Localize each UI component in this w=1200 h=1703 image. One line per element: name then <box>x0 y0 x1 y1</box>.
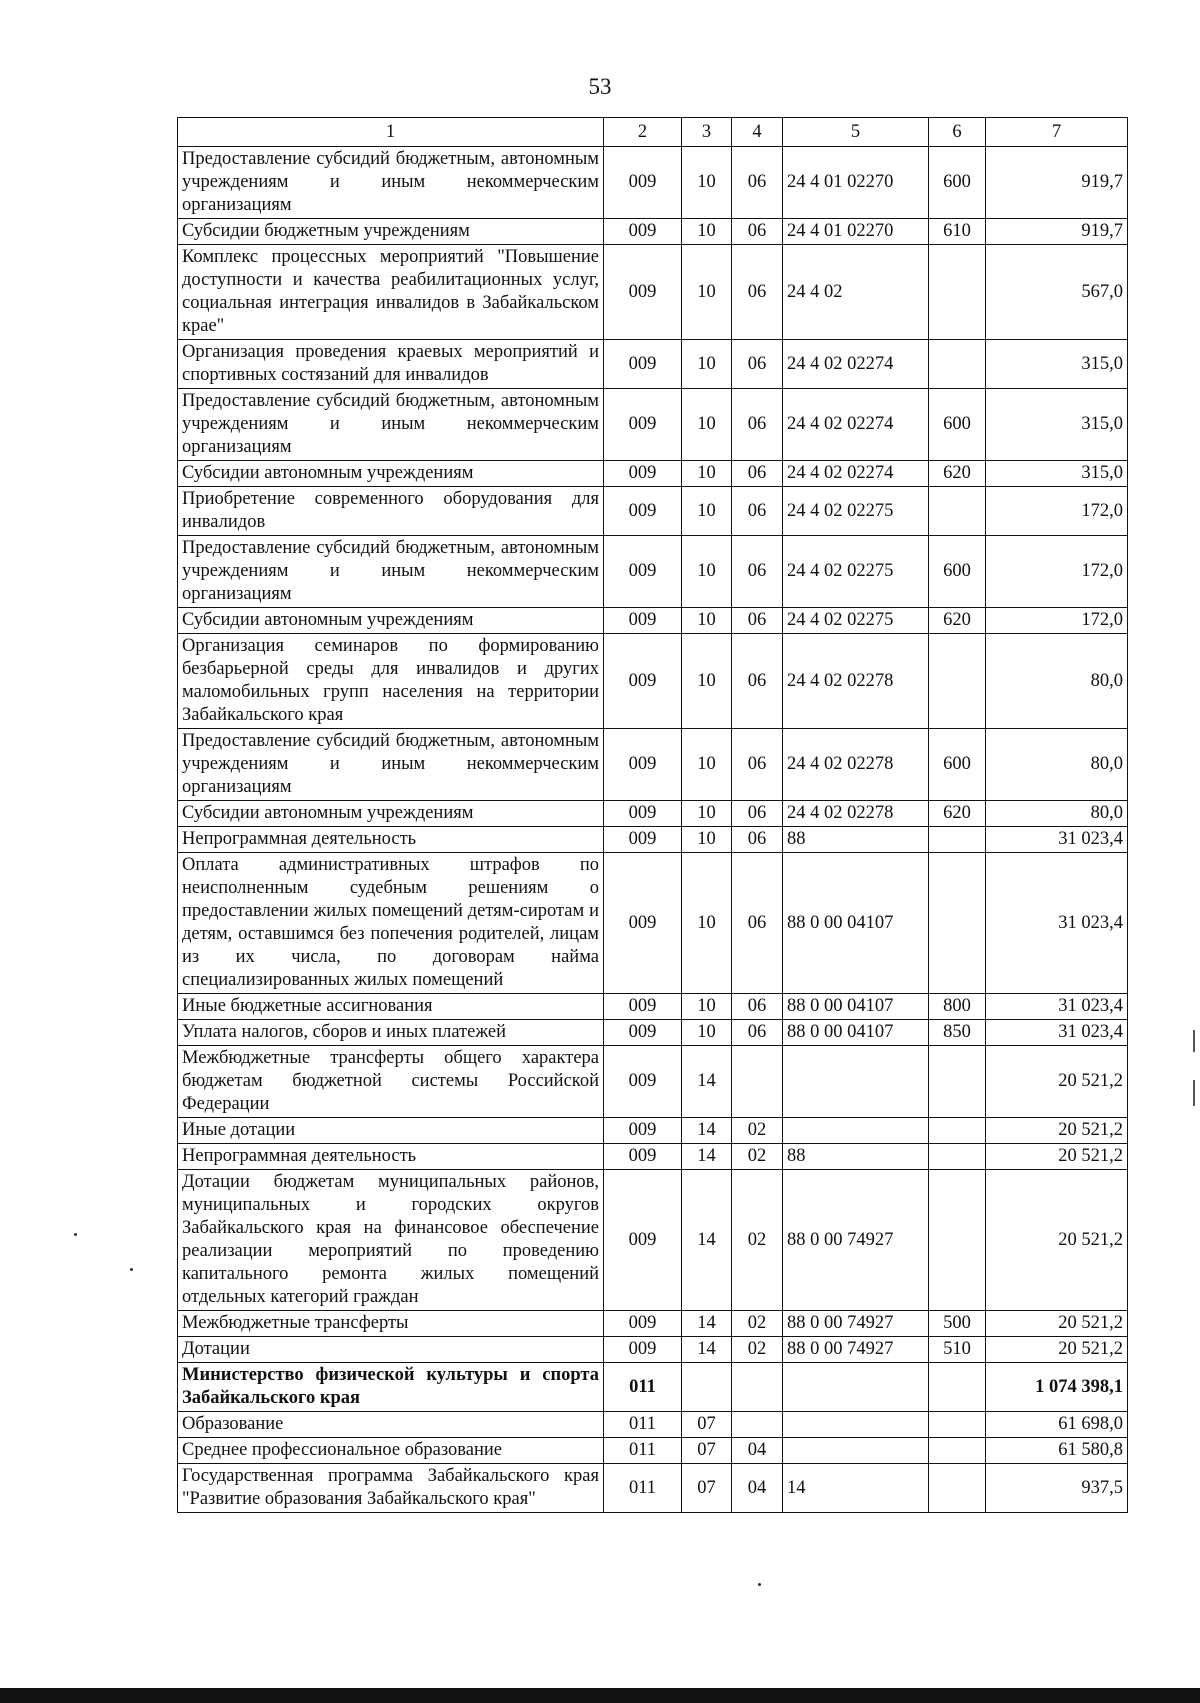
row-section-code: 14 <box>682 1311 732 1337</box>
row-name: Среднее профессиональное образование <box>178 1438 604 1464</box>
scan-bottom-edge <box>0 1688 1200 1703</box>
row-target-code: 24 4 02 02274 <box>783 389 929 461</box>
table-row <box>178 827 1128 853</box>
row-amount: 172,0 <box>986 608 1128 634</box>
row-expense-type <box>929 1118 986 1144</box>
row-name: Организация семинаров по формированию безбарьерной среды для инвалидов и других маломобильных групп населения на территории Забайкальского края <box>178 634 604 729</box>
row-name: Предоставление субсидий бюджетным, автономным учреждениям и иным некоммерческим организациям <box>178 147 604 219</box>
table-row <box>178 1311 1128 1337</box>
row-target-code <box>783 1412 929 1438</box>
row-section-code: 07 <box>682 1464 732 1513</box>
row-subsection-code: 06 <box>732 461 783 487</box>
row-ministry-code: 009 <box>604 1311 682 1337</box>
row-subsection-code: 06 <box>732 608 783 634</box>
row-ministry-code: 009 <box>604 219 682 245</box>
row-target-code: 88 0 00 74927 <box>783 1337 929 1363</box>
row-section-code: 07 <box>682 1412 732 1438</box>
scan-speck <box>130 1268 133 1271</box>
row-expense-type <box>929 1363 986 1412</box>
row-section-code: 10 <box>682 389 732 461</box>
row-expense-type <box>929 487 986 536</box>
row-ministry-code: 009 <box>604 1020 682 1046</box>
budget-table <box>177 117 1128 1513</box>
row-subsection-code: 06 <box>732 147 783 219</box>
row-ministry-code: 009 <box>604 245 682 340</box>
row-subsection-code: 06 <box>732 634 783 729</box>
row-expense-type: 620 <box>929 461 986 487</box>
row-amount: 172,0 <box>986 536 1128 608</box>
table-row <box>178 801 1128 827</box>
row-section-code: 14 <box>682 1337 732 1363</box>
row-section-code: 10 <box>682 608 732 634</box>
row-name: Дотации <box>178 1337 604 1363</box>
row-target-code: 24 4 02 02278 <box>783 634 929 729</box>
row-subsection-code: 06 <box>732 340 783 389</box>
row-target-code: 24 4 02 <box>783 245 929 340</box>
table-row <box>178 994 1128 1020</box>
row-expense-type: 600 <box>929 389 986 461</box>
row-name: Межбюджетные трансферты общего характера бюджетам бюджетной системы Российской Федерации <box>178 1046 604 1118</box>
row-name: Непрограммная деятельность <box>178 827 604 853</box>
table-row <box>178 1363 1128 1412</box>
row-subsection-code: 04 <box>732 1438 783 1464</box>
row-name: Комплекс процессных мероприятий "Повышение доступности и качества реабилитационных услуг, социальная интеграция инвалидов в Забайкальском крае" <box>178 245 604 340</box>
row-subsection-code: 06 <box>732 801 783 827</box>
row-amount: 315,0 <box>986 461 1128 487</box>
row-section-code: 10 <box>682 147 732 219</box>
table-row <box>178 536 1128 608</box>
row-target-code: 88 <box>783 1144 929 1170</box>
table-row <box>178 729 1128 801</box>
row-section-code: 10 <box>682 536 732 608</box>
row-ministry-code: 009 <box>604 994 682 1020</box>
row-subsection-code: 06 <box>732 389 783 461</box>
row-ministry-code: 009 <box>604 1337 682 1363</box>
row-amount: 31 023,4 <box>986 994 1128 1020</box>
row-target-code: 24 4 02 02275 <box>783 487 929 536</box>
row-section-code: 10 <box>682 994 732 1020</box>
row-target-code: 88 0 00 04107 <box>783 853 929 994</box>
row-name: Оплата административных штрафов по неисполненным судебным решениям о предоставлении жилых помещений детям-сиротам и детям, оставшимся без попечения родителей, лицам из их числа, по договорам найма специализированных жилых помещений <box>178 853 604 994</box>
table-row <box>178 1046 1128 1118</box>
row-ministry-code: 009 <box>604 147 682 219</box>
scan-edge-mark <box>1193 1030 1195 1052</box>
row-name: Предоставление субсидий бюджетным, автономным учреждениям и иным некоммерческим организациям <box>178 389 604 461</box>
table-row <box>178 389 1128 461</box>
row-expense-type: 800 <box>929 994 986 1020</box>
row-subsection-code: 06 <box>732 536 783 608</box>
row-name: Министерство физической культуры и спорта Забайкальского края <box>178 1363 604 1412</box>
row-subsection-code: 06 <box>732 853 783 994</box>
row-expense-type <box>929 634 986 729</box>
row-section-code: 10 <box>682 634 732 729</box>
row-expense-type: 600 <box>929 729 986 801</box>
row-amount: 20 521,2 <box>986 1337 1128 1363</box>
row-ministry-code: 009 <box>604 827 682 853</box>
row-amount: 172,0 <box>986 487 1128 536</box>
row-subsection-code: 06 <box>732 729 783 801</box>
row-subsection-code <box>732 1412 783 1438</box>
row-target-code <box>783 1046 929 1118</box>
row-name: Непрограммная деятельность <box>178 1144 604 1170</box>
scan-edge-mark <box>1193 1080 1195 1106</box>
row-ministry-code: 009 <box>604 853 682 994</box>
table-row <box>178 634 1128 729</box>
page-number: 53 <box>588 74 612 99</box>
row-amount: 20 521,2 <box>986 1144 1128 1170</box>
row-target-code <box>783 1118 929 1144</box>
row-subsection-code: 04 <box>732 1464 783 1513</box>
header-col-1: 1 <box>178 118 604 147</box>
header-col-5: 5 <box>783 118 929 147</box>
row-expense-type <box>929 1438 986 1464</box>
row-amount: 1 074 398,1 <box>986 1363 1128 1412</box>
row-target-code <box>783 1363 929 1412</box>
row-ministry-code: 009 <box>604 801 682 827</box>
row-section-code: 14 <box>682 1046 732 1118</box>
row-amount: 61 580,8 <box>986 1438 1128 1464</box>
table-row <box>178 1464 1128 1513</box>
row-amount: 315,0 <box>986 340 1128 389</box>
row-amount: 31 023,4 <box>986 853 1128 994</box>
row-target-code: 88 0 00 74927 <box>783 1311 929 1337</box>
table-header <box>178 118 1128 147</box>
row-amount: 20 521,2 <box>986 1311 1128 1337</box>
row-target-code: 24 4 02 02278 <box>783 729 929 801</box>
row-section-code: 10 <box>682 801 732 827</box>
row-section-code: 10 <box>682 729 732 801</box>
table-row <box>178 1144 1128 1170</box>
row-expense-type <box>929 1144 986 1170</box>
row-section-code: 10 <box>682 461 732 487</box>
row-subsection-code: 06 <box>732 1020 783 1046</box>
row-amount: 31 023,4 <box>986 1020 1128 1046</box>
row-name: Уплата налогов, сборов и иных платежей <box>178 1020 604 1046</box>
row-expense-type <box>929 1170 986 1311</box>
row-target-code: 24 4 02 02275 <box>783 608 929 634</box>
row-target-code: 14 <box>783 1464 929 1513</box>
row-expense-type: 850 <box>929 1020 986 1046</box>
row-section-code: 14 <box>682 1118 732 1144</box>
row-expense-type <box>929 340 986 389</box>
row-amount: 61 698,0 <box>986 1412 1128 1438</box>
table-row <box>178 1118 1128 1144</box>
row-subsection-code: 02 <box>732 1311 783 1337</box>
row-ministry-code: 011 <box>604 1464 682 1513</box>
header-col-3: 3 <box>682 118 732 147</box>
table-row <box>178 608 1128 634</box>
row-expense-type <box>929 1464 986 1513</box>
row-target-code: 88 0 00 74927 <box>783 1170 929 1311</box>
table-body <box>178 147 1128 1513</box>
row-amount: 31 023,4 <box>986 827 1128 853</box>
row-name: Приобретение современного оборудования для инвалидов <box>178 487 604 536</box>
header-col-7: 7 <box>986 118 1128 147</box>
table-row <box>178 1170 1128 1311</box>
row-subsection-code <box>732 1363 783 1412</box>
row-subsection-code: 06 <box>732 994 783 1020</box>
table-row <box>178 461 1128 487</box>
row-amount: 919,7 <box>986 219 1128 245</box>
row-target-code: 24 4 01 02270 <box>783 219 929 245</box>
row-name: Субсидии автономным учреждениям <box>178 608 604 634</box>
row-ministry-code: 011 <box>604 1438 682 1464</box>
header-row <box>178 118 1128 147</box>
row-amount: 80,0 <box>986 634 1128 729</box>
row-subsection-code: 02 <box>732 1118 783 1144</box>
row-expense-type: 600 <box>929 147 986 219</box>
row-section-code: 10 <box>682 219 732 245</box>
row-section-code: 10 <box>682 245 732 340</box>
row-name: Субсидии автономным учреждениям <box>178 801 604 827</box>
row-amount: 919,7 <box>986 147 1128 219</box>
row-ministry-code: 009 <box>604 1170 682 1311</box>
row-target-code: 88 <box>783 827 929 853</box>
row-expense-type <box>929 245 986 340</box>
header-col-2: 2 <box>604 118 682 147</box>
row-section-code: 10 <box>682 1020 732 1046</box>
row-subsection-code <box>732 1046 783 1118</box>
row-subsection-code: 02 <box>732 1144 783 1170</box>
row-expense-type: 510 <box>929 1337 986 1363</box>
row-section-code: 10 <box>682 487 732 536</box>
row-name: Субсидии бюджетным учреждениям <box>178 219 604 245</box>
table-row <box>178 853 1128 994</box>
row-section-code: 07 <box>682 1438 732 1464</box>
row-ministry-code: 009 <box>604 340 682 389</box>
header-col-4: 4 <box>732 118 783 147</box>
row-expense-type: 620 <box>929 801 986 827</box>
row-ministry-code: 011 <box>604 1363 682 1412</box>
row-ministry-code: 009 <box>604 634 682 729</box>
row-name: Государственная программа Забайкальского края "Развитие образования Забайкальского края" <box>178 1464 604 1513</box>
scan-speck <box>758 1583 761 1586</box>
row-target-code: 24 4 02 02274 <box>783 340 929 389</box>
row-target-code: 88 0 00 04107 <box>783 994 929 1020</box>
row-subsection-code: 06 <box>732 487 783 536</box>
row-subsection-code: 02 <box>732 1337 783 1363</box>
row-target-code: 88 0 00 04107 <box>783 1020 929 1046</box>
table-row <box>178 1438 1128 1464</box>
row-expense-type <box>929 1412 986 1438</box>
row-amount: 937,5 <box>986 1464 1128 1513</box>
row-subsection-code: 06 <box>732 827 783 853</box>
row-ministry-code: 011 <box>604 1412 682 1438</box>
row-section-code <box>682 1363 732 1412</box>
row-expense-type <box>929 827 986 853</box>
row-amount: 20 521,2 <box>986 1046 1128 1118</box>
table-row <box>178 340 1128 389</box>
row-target-code: 24 4 02 02274 <box>783 461 929 487</box>
row-amount: 20 521,2 <box>986 1118 1128 1144</box>
header-col-6: 6 <box>929 118 986 147</box>
row-section-code: 10 <box>682 340 732 389</box>
row-name: Иные дотации <box>178 1118 604 1144</box>
row-section-code: 14 <box>682 1170 732 1311</box>
row-section-code: 10 <box>682 853 732 994</box>
row-section-code: 14 <box>682 1144 732 1170</box>
row-target-code <box>783 1438 929 1464</box>
row-ministry-code: 009 <box>604 1144 682 1170</box>
row-ministry-code: 009 <box>604 389 682 461</box>
row-name: Межбюджетные трансферты <box>178 1311 604 1337</box>
row-expense-type: 600 <box>929 536 986 608</box>
row-amount: 315,0 <box>986 389 1128 461</box>
row-section-code: 10 <box>682 827 732 853</box>
table-row <box>178 1020 1128 1046</box>
row-ministry-code: 009 <box>604 487 682 536</box>
row-ministry-code: 009 <box>604 461 682 487</box>
row-expense-type <box>929 1046 986 1118</box>
row-expense-type: 610 <box>929 219 986 245</box>
scan-speck <box>74 1233 77 1236</box>
table-row <box>178 487 1128 536</box>
table-row <box>178 219 1128 245</box>
row-amount: 567,0 <box>986 245 1128 340</box>
row-ministry-code: 009 <box>604 1118 682 1144</box>
row-target-code: 24 4 02 02278 <box>783 801 929 827</box>
table-row <box>178 147 1128 219</box>
row-subsection-code: 02 <box>732 1170 783 1311</box>
row-name: Дотации бюджетам муниципальных районов, муниципальных и городских округов Забайкальского края на финансовое обеспечение реализации мероприятий по проведению капитального ремонта жилых помещений отдельных категорий граждан <box>178 1170 604 1311</box>
row-target-code: 24 4 02 02275 <box>783 536 929 608</box>
row-name: Предоставление субсидий бюджетным, автономным учреждениям и иным некоммерческим организациям <box>178 729 604 801</box>
row-expense-type <box>929 853 986 994</box>
row-subsection-code: 06 <box>732 219 783 245</box>
row-ministry-code: 009 <box>604 536 682 608</box>
row-name: Организация проведения краевых мероприятий и спортивных состязаний для инвалидов <box>178 340 604 389</box>
table-row <box>178 1412 1128 1438</box>
row-subsection-code: 06 <box>732 245 783 340</box>
row-ministry-code: 009 <box>604 1046 682 1118</box>
row-name: Образование <box>178 1412 604 1438</box>
row-name: Иные бюджетные ассигнования <box>178 994 604 1020</box>
row-amount: 80,0 <box>986 729 1128 801</box>
row-target-code: 24 4 01 02270 <box>783 147 929 219</box>
row-name: Предоставление субсидий бюджетным, автономным учреждениям и иным некоммерческим организациям <box>178 536 604 608</box>
row-expense-type: 500 <box>929 1311 986 1337</box>
row-ministry-code: 009 <box>604 608 682 634</box>
row-expense-type: 620 <box>929 608 986 634</box>
table-row <box>178 1337 1128 1363</box>
row-name: Субсидии автономным учреждениям <box>178 461 604 487</box>
row-amount: 80,0 <box>986 801 1128 827</box>
row-amount: 20 521,2 <box>986 1170 1128 1311</box>
row-ministry-code: 009 <box>604 729 682 801</box>
table-row <box>178 245 1128 340</box>
